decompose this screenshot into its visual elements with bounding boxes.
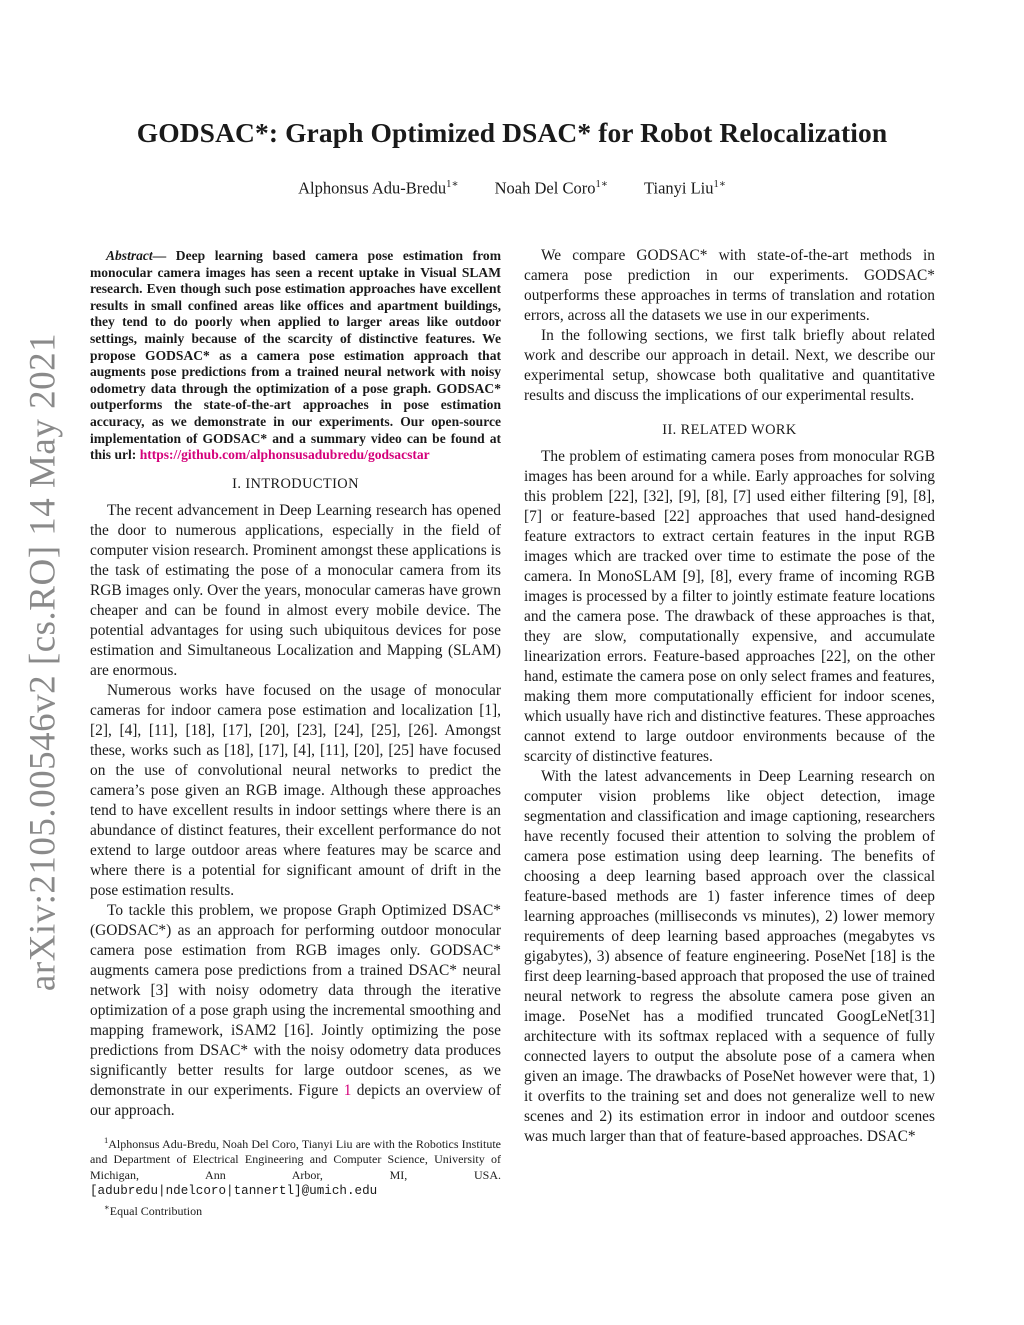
left-column: [90, 248, 501, 1219]
author-name: Alphonsus Adu-Bredu: [298, 178, 447, 198]
equal-contribution-footnote: [104, 1200, 501, 1220]
author: [298, 178, 458, 199]
footnote-mark: ∗: [104, 1201, 110, 1212]
author-affiliation-mark: 1∗: [446, 179, 459, 190]
author-affiliation-mark: 1∗: [713, 179, 726, 190]
section-heading-related-work: [524, 422, 935, 439]
project-url-link[interactable]: https://github.com/alphonsusadubredu/godsacstar: [139, 447, 430, 463]
author-name: Noah Del Coro: [494, 178, 596, 198]
paper-title: GODSAC*: Graph Optimized DSAC* for Robot Relocalization: [136, 117, 888, 148]
intro-paragraph: The recent advancement in Deep Learning research has opened the door to numerous applications, especially in the field of computer vision research. Prominent amongst these applications is the task of estimating the pose of a monocular camera from its RGB images only. Over the years, monocular cameras have grown cheaper and can be found in almost every mobile device. The potential advantages for using such ubiquitous devices for pose estimation and Simultaneous Localization and Mapping (SLAM) are enormous.: [90, 501, 501, 679]
author: [495, 178, 608, 199]
right-column: [524, 248, 935, 1147]
section-title-rest: ELATED: [690, 422, 748, 438]
section-heading-introduction: [90, 476, 501, 493]
author: [644, 178, 726, 199]
intro-paragraph-tail: depicts an overview of our approach.: [90, 1081, 501, 1119]
author-emails: [adubredu|ndelcoro|tannertl]@umich.edu: [90, 1184, 378, 1199]
abstract: [90, 248, 501, 464]
author-list: [0, 178, 1024, 199]
arxiv-identifier: arXiv:2105.00546v2 [cs.RO] 14 May 2021: [22, 332, 64, 992]
intro-paragraph: [90, 901, 501, 1121]
section-number: II.: [662, 422, 677, 438]
section-title-rest: ORK: [765, 422, 797, 438]
related-work-paragraph: With the latest advancements in Deep Learning research on computer vision problems like object detection, image segmentation and classification and image captioning, researchers have recently focused their attention to solving the problem of camera pose estimation using deep learning. The benefits of choosing a deep learning based approach over the classical feature-based methods are 1) faster inference times of deep learning approaches (milliseconds vs minutes), 2) lower memory requirements of deep learning based approaches (megabytes vs gigabytes), 3) absence of feature engineering. PoseNet [18] is the first deep learning-based approach that proposed the use of trained neural network to regress the absolute camera pose given an image. PoseNet has a modified truncated GoogLeNet[31] architecture with its softmax replaced with a sequence of fully connected layers to output the absolute pose of a camera when given an image. The drawbacks of PoseNet however were that, 1) it overfits to the training set and does not generalize well to new scenes and 2) its estimation error in indoor and outdoor scenes was much larger than that of feature-based approaches. DSAC*: [524, 768, 935, 1145]
section-title-initial: R: [680, 422, 691, 438]
author-name: Tianyi Liu: [643, 178, 714, 198]
intro-paragraph: We compare GODSAC* with state-of-the-art methods in camera pose prediction in our experiments. GODSAC* outperforms these approaches in terms of translation and rotation errors, across all the datasets we use in our experiments.: [524, 247, 935, 324]
section-title-initial: I: [245, 475, 251, 492]
affiliation-footnote: [90, 1133, 501, 1200]
footnotes: [90, 1133, 501, 1220]
section-title-rest: NTRODUCTION: [250, 475, 359, 492]
abstract-dash: —: [152, 248, 167, 263]
figure-reference-link[interactable]: 1: [343, 1081, 352, 1099]
section-number: I.: [232, 475, 242, 492]
footnote-text: Alphonsus Adu-Bredu, Noah Del Coro, Tianyi Liu are with the Robotics Institute and Department of Electrical Engineering and Computer Science, University of Michigan, Ann Arbor, MI, USA.: [90, 1136, 501, 1182]
intro-paragraph: Numerous works have focused on the usage of monocular cameras for indoor camera pose estimation and localization [1], [2], [4], [11], [18], [17], [20], [23], [24], [25], [26]. Amongst these, works such as [18], [17], [4], [11], [20], [25] have focused on the use of convolutional neural networks to predict the camera’s pose given an RGB image. Although these approaches tend to have excellent results in indoor settings where there is an abundance of distinct features, their excellent performance do not extend to large outdoor areas where features may be scarce and where there is a potential for significant amount of drift in the pose estimation results.: [90, 681, 501, 899]
footnote-mark: 1: [104, 1134, 109, 1145]
abstract-text: Deep learning based camera pose estimation from monocular camera images has seen a recent uptake in Visual SLAM research. Even though such pose estimation approaches have excellent results in small confined areas like offices and apartment buildings, they tend to do poorly when applied to larger areas like outdoor settings, mainly because of the scarcity of distinctive features. We propose GODSAC* as a camera pose estimation approach that augments pose predictions from a trained neural network with noisy odometry data through the optimization of a pose graph. GODSAC* outperforms the state-of-the-art approaches in pose estimation accuracy, as we demonstrate in our experiments. Our open-source implementation of GODSAC* and a summary video can be found at this url:: [90, 248, 501, 463]
footnote-text: Equal Contribution: [109, 1203, 203, 1218]
section-title-initial: W: [751, 422, 766, 438]
related-work-paragraph: The problem of estimating camera poses from monocular RGB images has been around for a while. Early approaches for solving this problem [22], [32], [9], [8], [7] used either filtering [9], [8], [7] or feature-based [22] approaches that used hand-designed feature extractors to extract certain features in the input RGB images which are tracked over time to estimate the pose of the camera. In MonoSLAM [9], [8], every frame of incoming RGB images is processed by a filter to jointly estimate feature locations and the camera pose. The drawback of these approaches is that, they are slow, computationally expensive, and accumulate linearization errors. Feature-based approaches [22], on the other hand, estimate the camera pose on only select frames and features, making them more computationally efficient for indoor scenes, which usually have rich and distinctive features. These approaches cannot extend to large outdoor environments because of the scarcity of distinctive features.: [524, 448, 935, 765]
author-affiliation-mark: 1∗: [595, 179, 608, 190]
intro-paragraph-text: To tackle this problem, we propose Graph Optimized DSAC* (GODSAC*) as an approach for performing outdoor monocular camera pose estimation from RGB images only. GODSAC* augments camera pose predictions from a trained DSAC* neural network [3] with noisy odometry data through the iterative optimization of a pose graph using the incremental smoothing and mapping framework, iSAM2 [16]. Jointly optimizing the pose predictions from DSAC* with the noisy odometry data produces significantly better results for large outdoor scenes, as we demonstrate in our experiments. Figure: [90, 901, 501, 1099]
intro-paragraph: In the following sections, we first talk briefly about related work and describe our approach in detail. Next, we describe our experimental setup, showcase both qualitative and quantitative results and discuss the implications of our experimental results.: [524, 327, 935, 404]
abstract-label: Abstract: [106, 248, 153, 263]
